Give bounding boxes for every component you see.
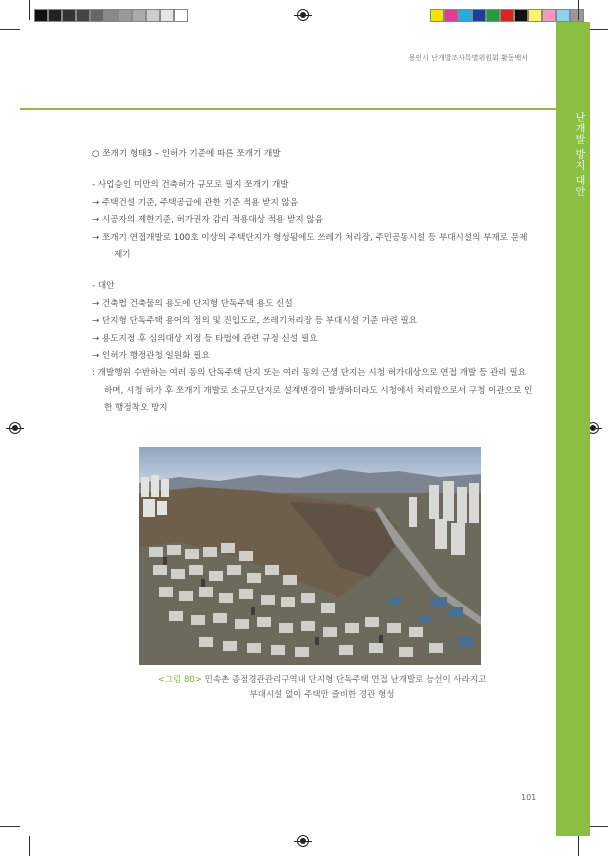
crop-mark — [578, 0, 579, 20]
crop-mark — [578, 836, 579, 856]
note-line: 한 행정착오 방지 — [104, 403, 168, 414]
registration-mark-left — [9, 422, 21, 434]
registration-mark-top — [297, 9, 309, 21]
caption-line: 민속촌 종점경관관리구역내 단지형 단독주택 연접 난개발로 능선이 사라지고 — [204, 675, 487, 685]
figure-caption — [92, 673, 552, 703]
list-item: → 쪼개기 연접개발로 100호 이상의 주택단지가 형성됨에도 쓰레기 처리장, 주민공동시설 등 부대시설의 부재로 문제 — [92, 232, 528, 243]
body-text — [92, 146, 542, 418]
list-item: → 용도지정 후 심의대상 지정 등 타법에 관련 규정 신설 필요 — [92, 333, 318, 344]
section2-title: - 대안 — [92, 281, 115, 292]
registration-mark-bottom — [297, 835, 309, 847]
crop-mark — [29, 836, 30, 856]
list-item: → 단지형 단독주택 용어의 정의 및 진입도로, 쓰레기처리장 등 부대시설 기준 마련 필요 — [92, 316, 417, 327]
crop-mark — [0, 826, 20, 827]
section1-title: - 사업승인 미만의 건축허가 규모로 필지 쪼개기 개발 — [92, 180, 289, 191]
crop-mark — [588, 826, 608, 827]
figure-number: <그림 80> — [157, 675, 202, 685]
list-item: → 주택건설 기준, 주택공급에 관한 기준 적용 받지 않음 — [92, 197, 299, 208]
printer-gray-scale-bar — [34, 9, 188, 22]
printer-color-bar — [430, 9, 584, 22]
list-item: → 인허가 행정관청 일원화 필요 — [92, 351, 210, 362]
chapter-side-label: 난개발 방지 대안 — [573, 112, 584, 198]
header-divider — [20, 108, 556, 110]
section-heading: ○ 쪼개기 형태3 – 인허가 기준에 따른 쪼개기 개발 — [92, 149, 281, 159]
note-line: : 개발행위 수반하는 여러 동의 단독주택 단지 또는 여러 동의 근생 단지는 시청 허가대상으로 연접 개발 등 관리 필요 — [92, 368, 526, 379]
crop-mark — [0, 29, 20, 30]
aerial-photo — [139, 447, 481, 665]
running-header: 용인시 난개발조사특별위원회 활동백서 — [408, 54, 528, 62]
list-item: → 건축법 건축물의 용도에 단지형 단독주택 용도 신설 — [92, 298, 293, 309]
note-line: 하며, 시청 허가 후 쪼개기 개발로 소규모단지로 설계변경이 발생하더라도 시청에서 처리함으로서 구청 이관으로 인 — [104, 385, 533, 396]
caption-line: 부대시설 없이 주택만 즐비한 경관 형성 — [249, 690, 395, 700]
list-item: → 시공자의 제한기준, 허가권자 감리 적용대상 적용 받지 않음 — [92, 215, 324, 226]
crop-mark — [29, 0, 30, 20]
page-number: 101 — [521, 793, 537, 802]
crop-mark — [588, 29, 608, 30]
list-item-continuation: 제기 — [114, 250, 131, 261]
